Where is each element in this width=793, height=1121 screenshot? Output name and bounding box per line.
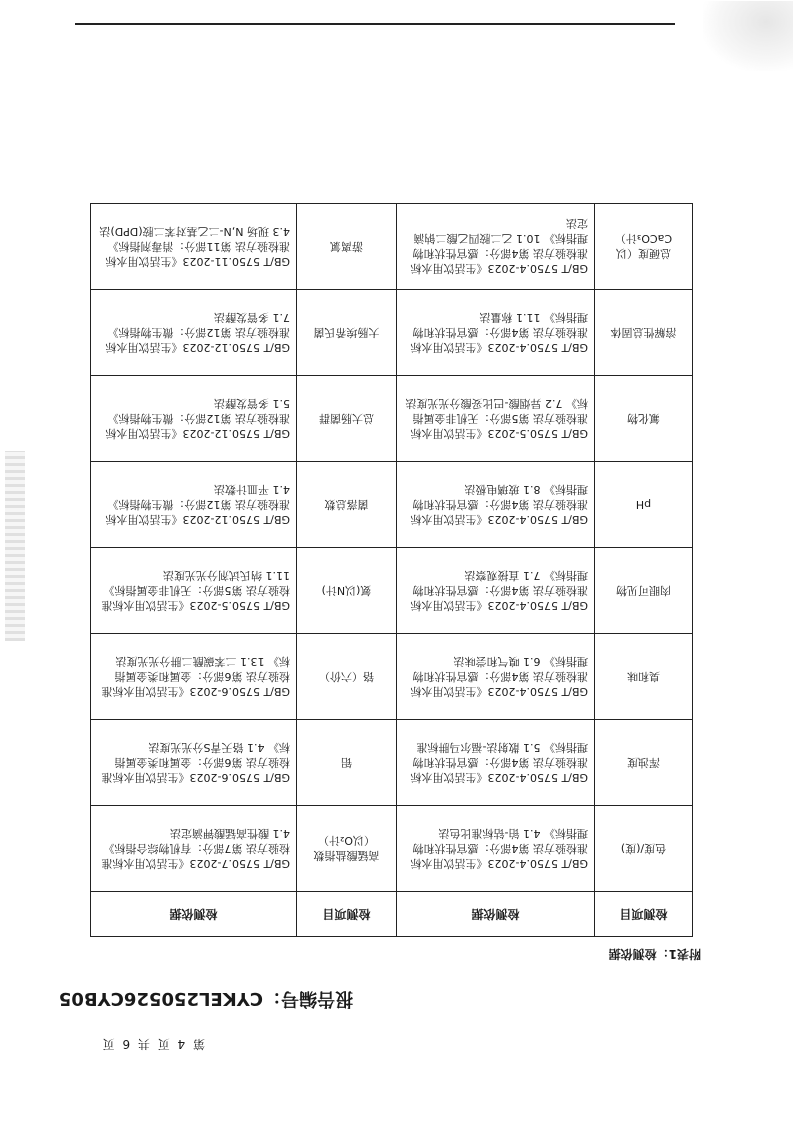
test-basis: GB/T 5750.5-2023《生活饮用水标准检验方法 第5部分：无机非金属指标》 7.2 异烟酸-巴比妥酸分光光度法 bbox=[397, 376, 595, 462]
test-item: 氨(以N计) bbox=[297, 548, 397, 634]
table-row bbox=[91, 720, 693, 806]
table-row bbox=[91, 462, 693, 548]
test-basis: GB/T 5750.4-2023《生活饮用水标准检验方法 第4部分：感官性状和物理指标》 7.1 直接观察法 bbox=[397, 548, 595, 634]
test-basis: GB/T 5750.12-2023《生活饮用水标准检验方法 第12部分：微生物指标》 7.1 多管发酵法 bbox=[91, 290, 297, 376]
test-basis: GB/T 5750.5-2023《生活饮用水标准检验方法 第5部分：无机非金属指标》 11.1 纳氏试剂分光光度法 bbox=[91, 548, 297, 634]
appendix-title: 附表1：检测依据 bbox=[608, 947, 701, 961]
test-basis: GB/T 5750.12-2023《生活饮用水标准检验方法 第12部分：微生物指标》 4.1 平皿计数法 bbox=[91, 462, 297, 548]
table-row bbox=[91, 204, 693, 290]
test-item: 大肠埃希氏菌 bbox=[297, 290, 397, 376]
test-item: 溶解性总固体 bbox=[595, 290, 693, 376]
test-item: 肉眼可见物 bbox=[595, 548, 693, 634]
test-basis: GB/T 5750.6-2023《生活饮用水标准检验方法 第6部分：金属和类金属指标》 13.1 二苯碳酰二肼分光光度法 bbox=[91, 634, 297, 720]
top-rule bbox=[75, 23, 675, 25]
test-basis: GB/T 5750.6-2023《生活饮用水标准检验方法 第6部分：金属和类金属指标》 4.1 铬天青S分光光度法 bbox=[91, 720, 297, 806]
page-number: 第 4 页 共 6 页 bbox=[100, 1037, 205, 1051]
header-test-item: 检测项目 bbox=[595, 892, 693, 937]
table-row bbox=[91, 548, 693, 634]
table-row bbox=[91, 634, 693, 720]
header-test-basis: 检测依据 bbox=[397, 892, 595, 937]
table-row bbox=[91, 806, 693, 892]
report-number: 报告编号：CYKEL250526CYB05 bbox=[58, 988, 353, 1009]
test-item: 铝 bbox=[297, 720, 397, 806]
test-basis: GB/T 5750.4-2023《生活饮用水标准检验方法 第4部分：感官性状和物理指标》 8.1 玻璃电极法 bbox=[397, 462, 595, 548]
test-item: 高锰酸盐指数（以O₂计） bbox=[297, 806, 397, 892]
test-basis-table bbox=[90, 203, 693, 937]
test-basis: GB/T 5750.4-2023《生活饮用水标准检验方法 第4部分：感官性状和物理指标》 6.1 嗅气和尝味法 bbox=[397, 634, 595, 720]
table-header-row bbox=[91, 892, 693, 937]
header-test-basis-2: 检测依据 bbox=[91, 892, 297, 937]
test-item: 浑浊度 bbox=[595, 720, 693, 806]
test-basis: GB/T 5750.4-2023《生活饮用水标准检验方法 第4部分：感官性状和物理指标》 11.1 称量法 bbox=[397, 290, 595, 376]
header-test-item-2: 检测项目 bbox=[297, 892, 397, 937]
table-row bbox=[91, 376, 693, 462]
test-item: pH bbox=[595, 462, 693, 548]
test-basis: GB/T 5750.4-2023《生活饮用水标准检验方法 第4部分：感官性状和物理指标》 5.1 散射法-福尔马肼标准 bbox=[397, 720, 595, 806]
test-basis: GB/T 5750.4-2023《生活饮用水标准检验方法 第4部分：感官性状和物理指标》 4.1 铂-钴标准比色法 bbox=[397, 806, 595, 892]
table-row bbox=[91, 290, 693, 376]
scan-artifact bbox=[5, 451, 25, 641]
test-basis: GB/T 5750.11-2023《生活饮用水标准检验方法 第11部分：消毒剂指标》 4.3 现场 N,N-二乙基对苯二胺(DPD)法 bbox=[91, 204, 297, 290]
test-item: 铬（六价） bbox=[297, 634, 397, 720]
test-item: 游离氯 bbox=[297, 204, 397, 290]
test-item: 氟化物 bbox=[595, 376, 693, 462]
test-item: 色度/(度) bbox=[595, 806, 693, 892]
test-basis: GB/T 5750.12-2023《生活饮用水标准检验方法 第12部分：微生物指标》 5.1 多管发酵法 bbox=[91, 376, 297, 462]
test-item: 菌落总数 bbox=[297, 462, 397, 548]
test-item: 臭和味 bbox=[595, 634, 693, 720]
test-basis: GB/T 5750.7-2023《生活饮用水标准检验方法 第7部分：有机物综合指标》 4.1 酸性高锰酸钾滴定法 bbox=[91, 806, 297, 892]
test-basis: GB/T 5750.4-2023《生活饮用水标准检验方法 第4部分：感官性状和物理指标》 10.1 乙二胺四乙酸二钠滴定法 bbox=[397, 204, 595, 290]
test-item: 总硬度（以CaCO₃计） bbox=[595, 204, 693, 290]
test-item: 总大肠菌群 bbox=[297, 376, 397, 462]
scan-smudge bbox=[703, 1, 793, 71]
